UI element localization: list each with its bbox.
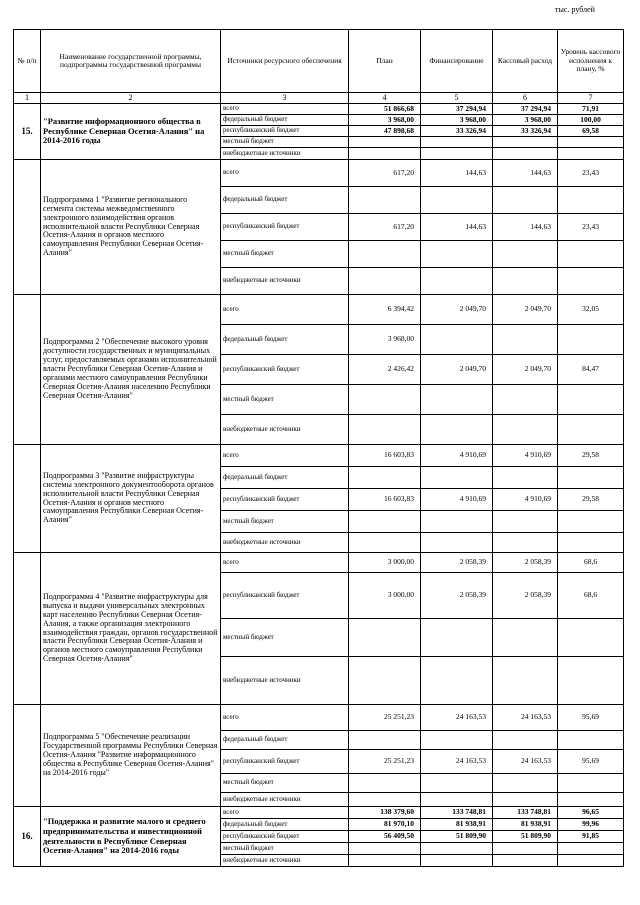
level-percent <box>558 843 624 855</box>
column-number: 6 <box>493 93 558 104</box>
row-number <box>14 160 41 295</box>
financing-value <box>421 774 493 793</box>
source-label: местный бюджет <box>221 843 349 855</box>
cash-value: 24 163,53 <box>493 750 558 774</box>
header-row <box>14 30 624 93</box>
cash-value <box>493 187 558 214</box>
plan-value: 51 866,68 <box>349 104 421 115</box>
source-label: республиканский бюджет <box>221 489 349 511</box>
cash-value: 2 058,39 <box>493 553 558 573</box>
plan-value: 3 000,00 <box>349 573 421 619</box>
plan-value: 16 603,83 <box>349 489 421 511</box>
level-percent <box>558 137 624 148</box>
source-label: внебюджетные источники <box>221 148 349 160</box>
financing-value <box>421 533 493 553</box>
source-label: внебюджетные источники <box>221 268 349 295</box>
plan-value: 16 603,83 <box>349 445 421 467</box>
plan-value <box>349 148 421 160</box>
financing-value: 2 049,70 <box>421 295 493 325</box>
financing-value: 2 049,70 <box>421 355 493 385</box>
financing-value <box>421 187 493 214</box>
table-row <box>14 160 624 187</box>
cash-value <box>493 325 558 355</box>
column-number: 2 <box>41 93 221 104</box>
cash-value <box>493 385 558 415</box>
cash-value <box>493 268 558 295</box>
column-number: 1 <box>14 93 41 104</box>
cash-value <box>493 731 558 750</box>
plan-value <box>349 843 421 855</box>
cash-value <box>493 137 558 148</box>
cash-value: 3 968,00 <box>493 115 558 126</box>
level-percent: 84,47 <box>558 355 624 385</box>
table-row <box>14 553 624 573</box>
budget-table <box>13 29 624 867</box>
cash-value <box>493 415 558 445</box>
level-percent: 71,91 <box>558 104 624 115</box>
source-label: всего <box>221 295 349 325</box>
source-label: внебюджетные источники <box>221 415 349 445</box>
source-label: республиканский бюджет <box>221 750 349 774</box>
plan-value <box>349 187 421 214</box>
financing-value <box>421 148 493 160</box>
level-percent: 32,05 <box>558 295 624 325</box>
program-name: Подпрограмма 5 "Обеспечение реализации Государственной программы Республики Северная Осетия-Алания "Развитие информационного общества в Республике Северная Осетия-Алания" на 2014-2016 годы" <box>41 705 221 807</box>
cash-value <box>493 533 558 553</box>
level-percent <box>558 268 624 295</box>
header-source: Источники ресурсного обеспечения <box>221 30 349 93</box>
program-name: Подпрограмма 1 "Развитие регионального сегмента системы межведомственного электронного взаимодействия органов исполнительной власти Республики Северная Осетия-Алания и органов местного самоуправления Республики Северная Осетия-Алания" <box>41 160 221 295</box>
financing-value: 144,63 <box>421 214 493 241</box>
financing-value <box>421 657 493 705</box>
level-percent <box>558 385 624 415</box>
row-number <box>14 705 41 807</box>
row-number <box>14 553 41 705</box>
financing-value: 144,63 <box>421 160 493 187</box>
plan-value <box>349 385 421 415</box>
source-label: республиканский бюджет <box>221 573 349 619</box>
financing-value: 4 910,69 <box>421 489 493 511</box>
plan-value <box>349 793 421 807</box>
source-label: всего <box>221 160 349 187</box>
column-number: 4 <box>349 93 421 104</box>
row-number: 15. <box>14 104 41 160</box>
source-label: всего <box>221 807 349 819</box>
source-label: местный бюджет <box>221 774 349 793</box>
cash-value <box>493 855 558 867</box>
table-body <box>14 104 624 867</box>
plan-value: 3 968,00 <box>349 325 421 355</box>
cash-value <box>493 511 558 533</box>
plan-value: 138 379,60 <box>349 807 421 819</box>
cash-value <box>493 657 558 705</box>
level-percent <box>558 148 624 160</box>
units-label: тыс. рублей <box>555 5 595 14</box>
source-label: федеральный бюджет <box>221 115 349 126</box>
financing-value <box>421 843 493 855</box>
financing-value: 37 294,94 <box>421 104 493 115</box>
table-row <box>14 445 624 467</box>
level-percent: 23,43 <box>558 160 624 187</box>
program-name: Подпрограмма 2 "Обеспечение высокого уровня доступности государственных и муниципальных услуг, предоставляемых органами исполнительной власти Республики Северная Осетия-Алания и органами местного самоуправления Республики Северная Осетия-Алания населению Республики Северная Осетия-Алания" <box>41 295 221 445</box>
header-num: № п/п <box>14 30 41 93</box>
financing-value <box>421 385 493 415</box>
financing-value: 4 910,69 <box>421 445 493 467</box>
source-label: внебюджетные источники <box>221 855 349 867</box>
source-label: всего <box>221 445 349 467</box>
cash-value <box>493 793 558 807</box>
financing-value <box>421 511 493 533</box>
level-percent: 69,58 <box>558 126 624 137</box>
plan-value <box>349 731 421 750</box>
source-label: федеральный бюджет <box>221 187 349 214</box>
level-percent <box>558 241 624 268</box>
source-label: республиканский бюджет <box>221 214 349 241</box>
source-label: местный бюджет <box>221 241 349 268</box>
source-label: внебюджетные источники <box>221 793 349 807</box>
source-label: всего <box>221 553 349 573</box>
program-name: Подпрограмма 3 "Развитие инфраструктуры системы электронного документооборота органов исполнительной власти Республики Северная Осетия-Алания и органов местного самоуправления Республики Северная Осетия-Алания" <box>41 445 221 553</box>
plan-value: 25 251,23 <box>349 750 421 774</box>
financing-value <box>421 467 493 489</box>
plan-value: 56 409,50 <box>349 831 421 843</box>
cash-value <box>493 241 558 268</box>
cash-value: 24 163,53 <box>493 705 558 731</box>
source-label: всего <box>221 104 349 115</box>
header-level: Уровень кассового исполнения к плану, % <box>558 30 624 93</box>
column-number: 5 <box>421 93 493 104</box>
source-label: внебюджетные источники <box>221 533 349 553</box>
cash-value: 2 058,39 <box>493 573 558 619</box>
financing-value: 3 968,00 <box>421 115 493 126</box>
financing-value: 51 809,90 <box>421 831 493 843</box>
cash-value <box>493 774 558 793</box>
level-percent <box>558 187 624 214</box>
level-percent <box>558 855 624 867</box>
source-label: местный бюджет <box>221 137 349 148</box>
plan-value: 617,20 <box>349 160 421 187</box>
column-number-row <box>14 93 624 104</box>
source-label: федеральный бюджет <box>221 731 349 750</box>
level-percent <box>558 774 624 793</box>
cash-value: 37 294,94 <box>493 104 558 115</box>
cash-value <box>493 843 558 855</box>
source-label: федеральный бюджет <box>221 467 349 489</box>
plan-value <box>349 268 421 295</box>
plan-value <box>349 137 421 148</box>
financing-value <box>421 793 493 807</box>
level-percent: 91,85 <box>558 831 624 843</box>
level-percent: 68,6 <box>558 553 624 573</box>
plan-value: 2 426,42 <box>349 355 421 385</box>
program-name: "Поддержка и развитие малого и среднего предпринимательства и инвестиционной деятельности в Республике Северная Осетия-Алания" на 2014-2016 годы <box>41 807 221 867</box>
plan-value: 47 898,68 <box>349 126 421 137</box>
level-percent: 29,58 <box>558 445 624 467</box>
financing-value <box>421 268 493 295</box>
financing-value: 2 058,39 <box>421 573 493 619</box>
level-percent: 95,69 <box>558 750 624 774</box>
level-percent: 100,00 <box>558 115 624 126</box>
plan-value: 25 251,23 <box>349 705 421 731</box>
plan-value: 81 970,10 <box>349 819 421 831</box>
source-label: всего <box>221 705 349 731</box>
table-row <box>14 104 624 115</box>
financing-value: 2 058,39 <box>421 553 493 573</box>
row-number: 16. <box>14 807 41 867</box>
plan-value: 617,20 <box>349 214 421 241</box>
financing-value <box>421 241 493 268</box>
financing-value: 81 938,91 <box>421 819 493 831</box>
level-percent: 96,65 <box>558 807 624 819</box>
cash-value <box>493 467 558 489</box>
plan-value: 3 000,00 <box>349 553 421 573</box>
financing-value <box>421 619 493 657</box>
plan-value <box>349 533 421 553</box>
source-label: республиканский бюджет <box>221 831 349 843</box>
source-label: местный бюджет <box>221 511 349 533</box>
level-percent <box>558 325 624 355</box>
cash-value: 33 326,94 <box>493 126 558 137</box>
source-label: республиканский бюджет <box>221 126 349 137</box>
plan-value <box>349 855 421 867</box>
cash-value: 51 809,90 <box>493 831 558 843</box>
financing-value: 133 748,81 <box>421 807 493 819</box>
level-percent <box>558 533 624 553</box>
cash-value: 4 910,69 <box>493 489 558 511</box>
financing-value: 24 163,53 <box>421 750 493 774</box>
source-label: федеральный бюджет <box>221 819 349 831</box>
row-number <box>14 295 41 445</box>
financing-value <box>421 137 493 148</box>
plan-value: 3 968,00 <box>349 115 421 126</box>
table-row <box>14 807 624 819</box>
level-percent <box>558 619 624 657</box>
cash-value: 133 748,81 <box>493 807 558 819</box>
header-cash: Кассовый расход <box>493 30 558 93</box>
level-percent: 68,6 <box>558 573 624 619</box>
plan-value <box>349 774 421 793</box>
program-name: Подпрограмма 4 "Развитие инфраструктуры для выпуска и выдачи универсальных электронных карт населению Республики Северная Осетия-Алания, а также организация электронного взаимодействия граждан, органов государственной власти Республики Северная Осетия-Алания и органов местного самоуправления Республики Северная Осетия-Алания" <box>41 553 221 705</box>
financing-value <box>421 415 493 445</box>
cash-value: 81 938,91 <box>493 819 558 831</box>
row-number <box>14 445 41 553</box>
financing-value <box>421 855 493 867</box>
plan-value: 6 394,42 <box>349 295 421 325</box>
cash-value: 2 049,70 <box>493 355 558 385</box>
level-percent: 29,58 <box>558 489 624 511</box>
level-percent: 99,96 <box>558 819 624 831</box>
level-percent: 95,69 <box>558 705 624 731</box>
plan-value <box>349 657 421 705</box>
column-number: 7 <box>558 93 624 104</box>
cash-value <box>493 619 558 657</box>
source-label: федеральный бюджет <box>221 325 349 355</box>
source-label: республиканский бюджет <box>221 355 349 385</box>
cash-value: 4 910,69 <box>493 445 558 467</box>
financing-value <box>421 325 493 355</box>
level-percent <box>558 731 624 750</box>
plan-value <box>349 467 421 489</box>
level-percent <box>558 657 624 705</box>
source-label: местный бюджет <box>221 619 349 657</box>
header-name: Наименование государственной программы, подпрограммы государственной программы <box>41 30 221 93</box>
level-percent <box>558 415 624 445</box>
header-plan: План <box>349 30 421 93</box>
table-row <box>14 295 624 325</box>
plan-value <box>349 241 421 268</box>
level-percent <box>558 467 624 489</box>
financing-value <box>421 731 493 750</box>
column-number: 3 <box>221 93 349 104</box>
source-label: внебюджетные источники <box>221 657 349 705</box>
program-name: "Развитие информационного общества в Республике Северная Осетия-Алания" на 2014-2016 годы <box>41 104 221 160</box>
level-percent <box>558 793 624 807</box>
plan-value <box>349 415 421 445</box>
source-label: местный бюджет <box>221 385 349 415</box>
level-percent <box>558 511 624 533</box>
financing-value: 24 163,53 <box>421 705 493 731</box>
header-financing: Финансирование <box>421 30 493 93</box>
financing-value: 33 326,94 <box>421 126 493 137</box>
level-percent: 23,43 <box>558 214 624 241</box>
plan-value <box>349 511 421 533</box>
plan-value <box>349 619 421 657</box>
cash-value: 144,63 <box>493 160 558 187</box>
cash-value <box>493 148 558 160</box>
cash-value: 2 049,70 <box>493 295 558 325</box>
table-row <box>14 705 624 731</box>
cash-value: 144,63 <box>493 214 558 241</box>
